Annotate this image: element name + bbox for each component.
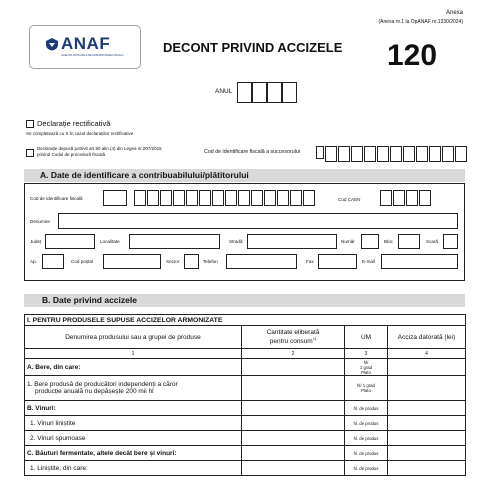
- tax-cell[interactable]: [388, 431, 466, 446]
- block-label: Bloc: [384, 239, 393, 244]
- city-input[interactable]: [129, 234, 220, 249]
- fax-input[interactable]: [318, 254, 357, 269]
- email-label: E-mail: [362, 259, 376, 264]
- sector-input[interactable]: [184, 254, 199, 269]
- section-a-title: A. Date de identificare a contribuabilului/plătitorului: [40, 170, 249, 180]
- quantity-cell[interactable]: [242, 401, 345, 416]
- form-title: DECONT PRIVIND ACCIZELE: [163, 40, 343, 55]
- phone-label: Telefon: [203, 259, 218, 264]
- um-cell: hl. de produs: [345, 446, 388, 461]
- year-label: ANUL: [215, 88, 233, 95]
- sector-label: Sector: [166, 259, 180, 264]
- annex-reference: (Anexa nr.1 la OpANAF nr.1330/2024): [378, 19, 463, 25]
- anaf-emblem-icon: [45, 37, 59, 51]
- col-header-quantity-line1: Cantitate eliberată: [266, 328, 320, 336]
- postal-code-label: Cod poștal: [71, 259, 93, 264]
- fax-label: Fax: [306, 259, 314, 264]
- tax-cell[interactable]: [388, 401, 466, 416]
- tax-cell[interactable]: [388, 446, 466, 461]
- col-number-2: 2: [242, 349, 345, 359]
- successor-label: Cod de identificare fiscală a succesorului: [204, 149, 300, 155]
- table-row: [25, 401, 466, 416]
- row-name: B. Vinuri:: [25, 401, 242, 416]
- row-name: A. Bere, din care:: [25, 359, 242, 376]
- logo-text: ANAF: [61, 34, 111, 53]
- footnote-marker: 1): [312, 335, 317, 341]
- tax-cell[interactable]: [388, 416, 466, 431]
- table-section-header: I. PENTRU PRODUSELE SUPUSE ACCIZELOR ARMONIZATE: [25, 315, 466, 326]
- col-number-4: 4: [388, 349, 466, 359]
- year-input[interactable]: [237, 82, 297, 103]
- annex-title: Anexa: [445, 10, 463, 16]
- um-cell: hl. de produs: [345, 461, 388, 476]
- email-input[interactable]: [381, 254, 458, 269]
- um-cell: hl. de produs: [345, 431, 388, 446]
- street-input[interactable]: [247, 234, 337, 249]
- um-cell: hl. de produs: [345, 416, 388, 431]
- fiscal-code-label: Cod de identificare fiscală: [30, 196, 83, 201]
- county-input[interactable]: [45, 234, 95, 249]
- row-name: 1. Liniștite, din care:: [25, 461, 242, 476]
- table-row: [25, 431, 466, 446]
- col-number-3: 3: [345, 349, 388, 359]
- um-cell: hl/ 1 grad Plato: [345, 376, 388, 401]
- name-input[interactable]: [58, 213, 458, 229]
- tax-cell[interactable]: [388, 376, 466, 401]
- form-number: 120: [387, 39, 438, 72]
- caen-label: Cod CAEN: [338, 197, 361, 202]
- table-header-row: [25, 326, 466, 349]
- col-header-tax: Acciza datorată (lei): [388, 326, 466, 349]
- col-header-name: Denumirea produsului sau a grupei de produse: [25, 326, 242, 349]
- city-label: Localitate: [100, 239, 120, 244]
- special-declaration-line2: privind Codul de procedură fiscală.: [37, 152, 107, 157]
- rectification-note: Se completează cu X în cazul declarațiilor rectificative: [26, 131, 134, 136]
- quantity-cell[interactable]: [242, 416, 345, 431]
- table-row: [25, 359, 466, 376]
- quantity-cell[interactable]: [242, 461, 345, 476]
- apartment-label: Ap.: [30, 259, 37, 264]
- col-header-um: UM: [345, 326, 388, 349]
- quantity-cell[interactable]: [242, 446, 345, 461]
- special-declaration-line1: Declarație depusă potrivit art.90 alin.(4) din Legea nr.207/2015: [37, 146, 162, 151]
- row-name: 1. Bere produsă de producători independenți a căror producție anuală nu depășește 200 mii hl: [25, 376, 242, 401]
- table-number-row: [25, 349, 466, 359]
- um-cell: hl. de produs: [345, 401, 388, 416]
- excise-table: [24, 314, 466, 476]
- row-name: 1. Vinuri liniștite: [25, 416, 242, 431]
- table-section-header-row: [25, 315, 466, 326]
- number-label: Număr: [341, 239, 355, 244]
- quantity-cell[interactable]: [242, 359, 345, 376]
- name-label: Denumire: [30, 219, 50, 224]
- row-name: 2. Vinuri spumoase: [25, 431, 242, 446]
- tax-cell[interactable]: [388, 461, 466, 476]
- rectification-checkbox[interactable]: [26, 120, 34, 128]
- row-name: C. Băuturi fermentate, altele decât bere și vinuri:: [25, 446, 242, 461]
- quantity-cell[interactable]: [242, 376, 345, 401]
- col-header-quantity-line2: pentru consum$^{1)}$: [269, 335, 317, 346]
- table-row: [25, 446, 466, 461]
- successor-fiscal-code-input[interactable]: [316, 146, 468, 162]
- col-number-1: 1: [25, 349, 242, 359]
- col-header-quantity: [242, 326, 345, 349]
- caen-input[interactable]: [380, 190, 432, 206]
- fiscal-code-prefix-input[interactable]: [103, 190, 127, 206]
- um-cell: hl/ 1 grad Plato: [345, 359, 388, 376]
- fiscal-code-input[interactable]: [134, 190, 316, 206]
- table-row: [25, 461, 466, 476]
- special-declaration-checkbox[interactable]: [26, 149, 34, 157]
- postal-code-input[interactable]: [103, 254, 161, 269]
- phone-input[interactable]: [226, 254, 297, 269]
- quantity-cell[interactable]: [242, 431, 345, 446]
- number-input[interactable]: [361, 234, 379, 249]
- table-row: [25, 376, 466, 401]
- logo-subtitle: AGENTIA NATIONALA DE ADMINISTRARE FISCALA: [61, 54, 124, 57]
- street-label: Stradă: [229, 239, 243, 244]
- tax-cell[interactable]: [388, 359, 466, 376]
- section-b-title: B. Date privind accizele: [42, 295, 137, 305]
- anaf-logo: [29, 25, 141, 69]
- county-label: Județ: [30, 239, 42, 244]
- apartment-input[interactable]: [42, 254, 64, 269]
- block-input[interactable]: [398, 234, 420, 249]
- table-row: [25, 416, 466, 431]
- rectification-label: Declarație rectificativă: [37, 119, 111, 128]
- stair-input[interactable]: [443, 234, 458, 249]
- stair-label: Scară: [426, 239, 439, 244]
